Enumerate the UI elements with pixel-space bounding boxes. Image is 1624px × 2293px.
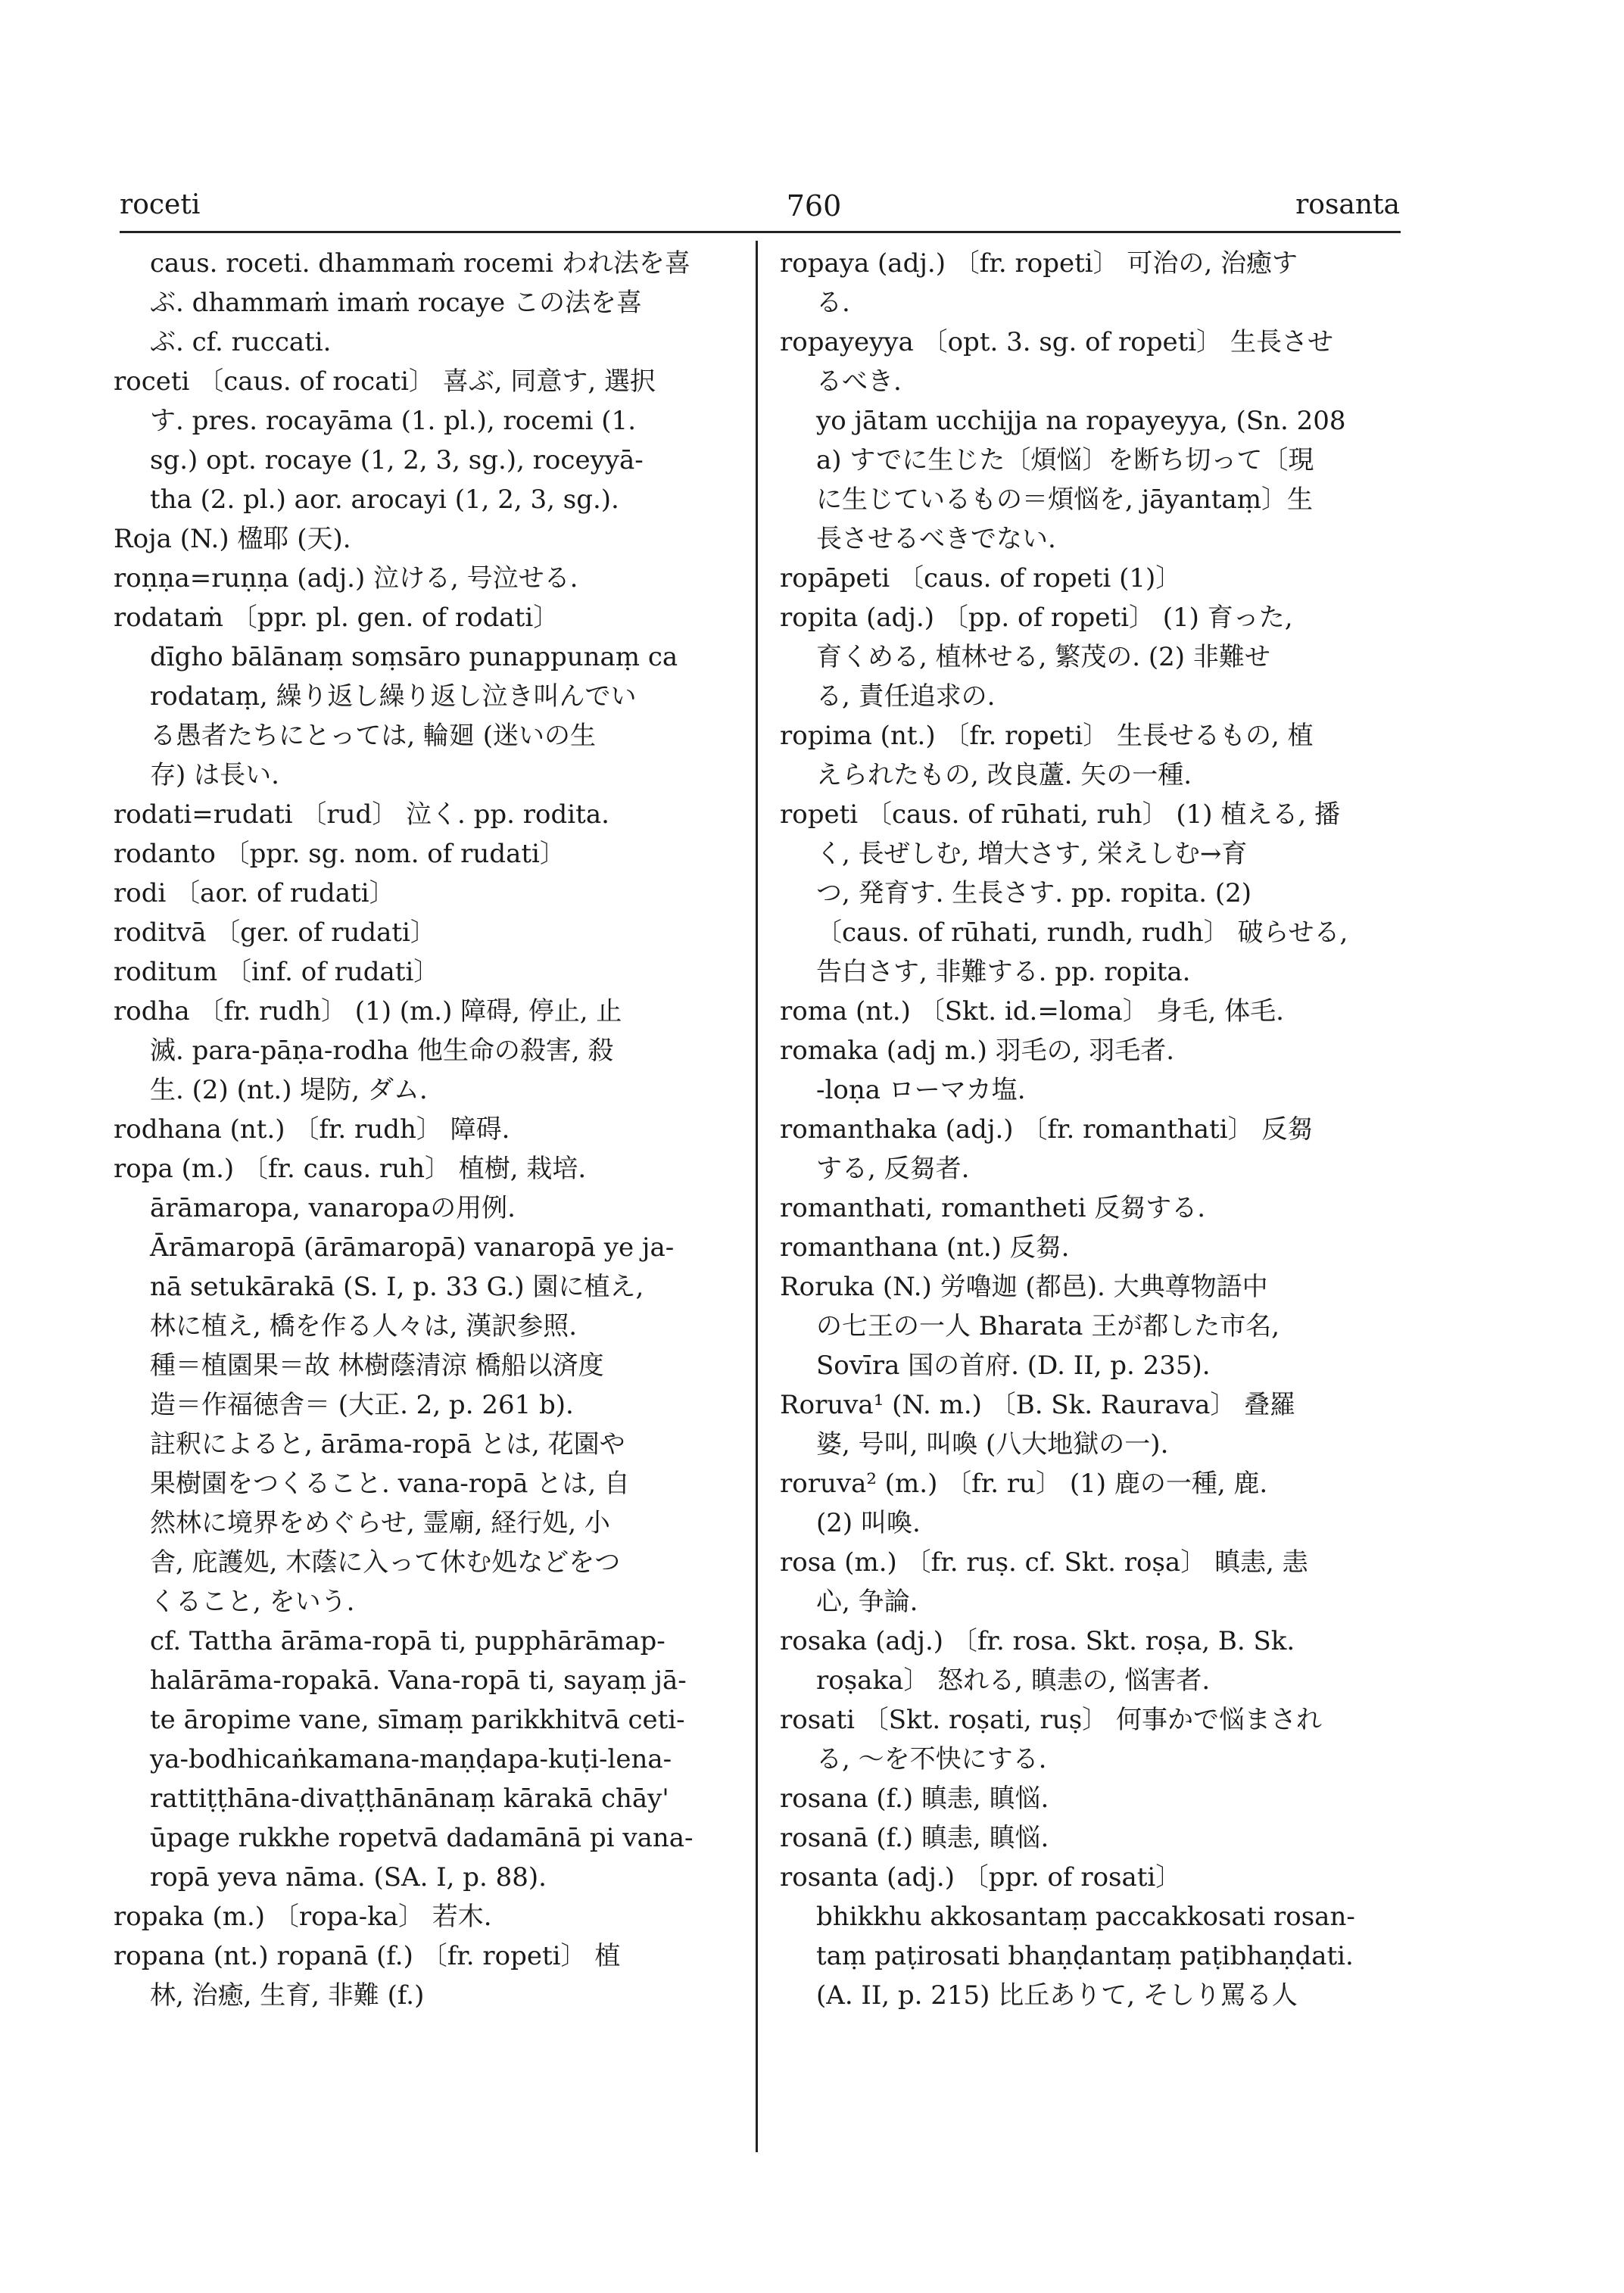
- header-rule: [120, 231, 1401, 233]
- entry-line: 然林に境界をめぐらせ, 霊廟, 経行処, 小: [150, 1508, 610, 1538]
- entry-line: えられたもの, 改良蘆. 矢の一種.: [816, 760, 1192, 790]
- entry-line: ūpage rukkhe ropetvā dadamānā pi vana-: [150, 1823, 694, 1853]
- entry-line: roceti 〔caus. of rocati〕 喜ぶ, 同意す, 選択: [114, 366, 656, 397]
- entry-line: ropima (nt.) 〔fr. ropeti〕 生長せるもの, 植: [780, 721, 1314, 751]
- entry-line: rosa (m.) 〔fr. ruṣ. cf. Skt. roṣa〕 瞋恚, 恚: [780, 1547, 1308, 1578]
- entry-line: る, 責任追求の.: [816, 681, 996, 712]
- entry-line: Roruva¹ (N. m.) 〔B. Sk. Raurava〕 叠羅: [780, 1390, 1296, 1420]
- entry-line: ropa (m.) 〔fr. caus. ruh〕 植樹, 栽培.: [114, 1154, 587, 1184]
- entry-line: くること, をいう.: [150, 1587, 355, 1617]
- entry-line: の七王の一人 Bharata 王が都した市名,: [816, 1311, 1280, 1341]
- header-left-guideword: roceti: [120, 189, 201, 220]
- right-column: [780, 244, 1412, 2015]
- entry-line: つ, 発育す. 生長さす. pp. ropita. (2): [816, 878, 1252, 908]
- entry-line: 育くめる, 植林せる, 繁茂の. (2) 非難せ: [816, 642, 1270, 672]
- entry-line: roditum 〔inf. of rudati〕: [114, 957, 440, 987]
- entry-line: ya-bodhicaṅkamana-maṇḍapa-kuṭi-lena-: [150, 1744, 672, 1774]
- entry-line: rosanā (f.) 瞋恚, 瞋悩.: [780, 1823, 1049, 1853]
- entry-line: yo jātam ucchijja na ropayeyya, (Sn. 208: [816, 406, 1346, 436]
- entry-line: sg.) opt. rocaye (1, 2, 3, sg.), roceyyā-: [150, 445, 644, 475]
- entry-line: tha (2. pl.) aor. arocayi (1, 2, 3, sg.).: [150, 484, 619, 515]
- entry-line: -loṇa ローマカ塩.: [816, 1075, 1026, 1105]
- page-number: 760: [786, 189, 842, 223]
- entry-line: 滅. para-pāṇa-rodha 他生命の殺害, 殺: [150, 1036, 614, 1066]
- entry-line: 告白さす, 非難する. pp. ropita.: [816, 957, 1191, 987]
- entry-line: rodhana (nt.) 〔fr. rudh〕 障碍.: [114, 1114, 510, 1145]
- entry-line: dīgho bālānaṃ soṃsāro punappunaṃ ca: [150, 642, 678, 672]
- entry-line: roṇṇa=ruṇṇa (adj.) 泣ける, 号泣せる.: [114, 563, 578, 594]
- entry-line: (2) 叫喚.: [816, 1508, 921, 1538]
- entry-line: 造＝作福徳舎＝ (大正. 2, p. 261 b).: [150, 1390, 574, 1420]
- entry-line: nā setukārakā (S. I, p. 33 G.) 園に植え,: [150, 1272, 644, 1302]
- entry-line: roma (nt.) 〔Skt. id.=loma〕 身毛, 体毛.: [780, 996, 1284, 1027]
- entry-line: bhikkhu akkosantaṃ paccakkosati rosan-: [816, 1902, 1355, 1932]
- entry-line: rosana (f.) 瞋恚, 瞋悩.: [780, 1784, 1049, 1814]
- entry-line: ropana (nt.) ropanā (f.) 〔fr. ropeti〕 植: [114, 1941, 621, 1971]
- entry-line: rosati 〔Skt. roṣati, ruṣ〕 何事かで悩まされ: [780, 1705, 1322, 1735]
- entry-line: Sovīra 国の首府. (D. II, p. 235).: [816, 1351, 1211, 1381]
- entry-line: romanthana (nt.) 反芻.: [780, 1232, 1070, 1263]
- entry-line: ropayeyya 〔opt. 3. sg. of ropeti〕 生長させ: [780, 327, 1333, 357]
- entry-line: roruva² (m.) 〔fr. ru〕 (1) 鹿の一種, 鹿.: [780, 1469, 1268, 1499]
- entry-line: く, 長ぜしむ, 増大さす, 栄えしむ→育: [816, 839, 1248, 869]
- entry-line: ropeti 〔caus. of rūhati, ruh〕 (1) 植える, 播: [780, 799, 1340, 830]
- entry-line: rodha 〔fr. rudh〕 (1) (m.) 障碍, 停止, 止: [114, 996, 622, 1027]
- entry-line: ぶ. dhammaṁ imaṁ rocaye この法を喜: [150, 288, 642, 318]
- entry-line: 長させるべきでない.: [816, 524, 1056, 554]
- entry-line: 婆, 号叫, 叫喚 (八大地獄の一).: [816, 1429, 1169, 1460]
- entry-line: Roruka (N.) 労嚕迦 (都邑). 大典尊物語中: [780, 1272, 1268, 1302]
- entry-line: 生. (2) (nt.) 堤防, ダム.: [150, 1075, 428, 1105]
- entry-line: rodataṃ, 繰り返し繰り返し泣き叫んでい: [150, 681, 637, 712]
- entry-line: ropāpeti 〔caus. of ropeti (1)〕: [780, 563, 1182, 594]
- entry-line: romaka (adj m.) 羽毛の, 羽毛者.: [780, 1036, 1175, 1066]
- entry-line: 林に植え, 橋を作る人々は, 漢訳参照.: [150, 1311, 578, 1341]
- entry-line: 註釈によると, ārāma-ropā とは, 花園や: [150, 1429, 625, 1460]
- entry-line: 果樹園をつくること. vana-ropā とは, 自: [150, 1469, 630, 1499]
- entry-line: halārāma-ropakā. Vana-ropā ti, sayaṃ jā-: [150, 1665, 687, 1696]
- entry-line: te āropime vane, sīmaṃ parikkhitvā ceti-: [150, 1705, 685, 1735]
- entry-line: す. pres. rocayāma (1. pl.), rocemi (1.: [150, 406, 636, 436]
- entry-line: rodi 〔aor. of rudati〕: [114, 878, 395, 908]
- entry-line: ぶ. cf. ruccati.: [150, 327, 332, 357]
- entry-line: 存) は長い.: [150, 760, 279, 790]
- entry-line: taṃ paṭirosati bhaṇḍantaṃ paṭibhaṇḍati.: [816, 1941, 1354, 1971]
- column-divider: [756, 241, 758, 2152]
- entry-line: caus. roceti. dhammaṁ rocemi われ法を喜: [150, 248, 690, 279]
- entry-line: romanthati, romantheti 反芻する.: [780, 1193, 1206, 1223]
- entry-line: rattiṭṭhāna-divaṭṭhānānaṃ kārakā chāy': [150, 1784, 669, 1814]
- entry-line: rosanta (adj.) 〔ppr. of rosati〕: [780, 1862, 1182, 1893]
- entry-line: rodati=rudati 〔rud〕 泣く. pp. rodita.: [114, 799, 609, 830]
- entry-line: 種＝植園果＝故 林樹蔭清涼 橋船以済度: [150, 1351, 604, 1381]
- entry-line: る愚者たちにとっては, 輪廻 (迷いの生: [150, 721, 597, 751]
- entry-line: rodataṁ 〔ppr. pl. gen. of rodati〕: [114, 603, 560, 633]
- entry-line: ropaka (m.) 〔ropa-ka〕 若木.: [114, 1902, 492, 1932]
- entry-line: roṣaka〕 怒れる, 瞋恚の, 悩害者.: [816, 1665, 1211, 1696]
- entry-line: ropā yeva nāma. (SA. I, p. 88).: [150, 1862, 547, 1893]
- entry-line: ropita (adj.) 〔pp. of ropeti〕 (1) 育った,: [780, 603, 1293, 633]
- entry-line: rosaka (adj.) 〔fr. rosa. Skt. roṣa, B. Sk.: [780, 1626, 1295, 1656]
- entry-line: 舎, 庇護処, 木蔭に入って休む処などをつ: [150, 1547, 621, 1578]
- entry-line: a) すでに生じた〔煩悩〕を断ち切って〔現: [816, 445, 1314, 475]
- entry-line: Ārāmaropā (ārāmaropā) vanaropā ye ja-: [150, 1232, 675, 1263]
- header-right-guideword: rosanta: [1295, 189, 1400, 220]
- entry-line: rodanto 〔ppr. sg. nom. of rudati〕: [114, 839, 566, 869]
- entry-line: 〔caus. of rūhati, rundh, rudh〕 破らせる,: [816, 918, 1348, 948]
- left-column: [114, 244, 734, 2015]
- entry-line: cf. Tattha ārāma-ropā ti, pupphārāmap-: [150, 1626, 665, 1656]
- entry-line: 心, 争論.: [816, 1587, 918, 1617]
- entry-line: ārāmaropa, vanaropaの用例.: [150, 1193, 516, 1223]
- entry-line: (A. II, p. 215) 比丘ありて, そしり罵る人: [816, 1980, 1298, 2011]
- entry-line: ropaya (adj.) 〔fr. ropeti〕 可治の, 治癒す: [780, 248, 1298, 279]
- entry-line: Roja (N.) 楹耶 (天).: [114, 524, 351, 554]
- entry-line: roditvā 〔ger. of rudati〕: [114, 918, 436, 948]
- entry-line: romanthaka (adj.) 〔fr. romanthati〕 反芻: [780, 1114, 1314, 1145]
- entry-line: に生じているもの＝煩悩を, jāyantaṃ〕生: [816, 484, 1313, 515]
- entry-line: する, 反芻者.: [816, 1154, 970, 1184]
- entry-line: る.: [816, 288, 850, 318]
- entry-line: る, ～を不快にする.: [816, 1744, 1047, 1774]
- entry-line: るべき.: [816, 366, 902, 397]
- entry-line: 林, 治癒, 生育, 非難 (f.): [150, 1980, 425, 2011]
